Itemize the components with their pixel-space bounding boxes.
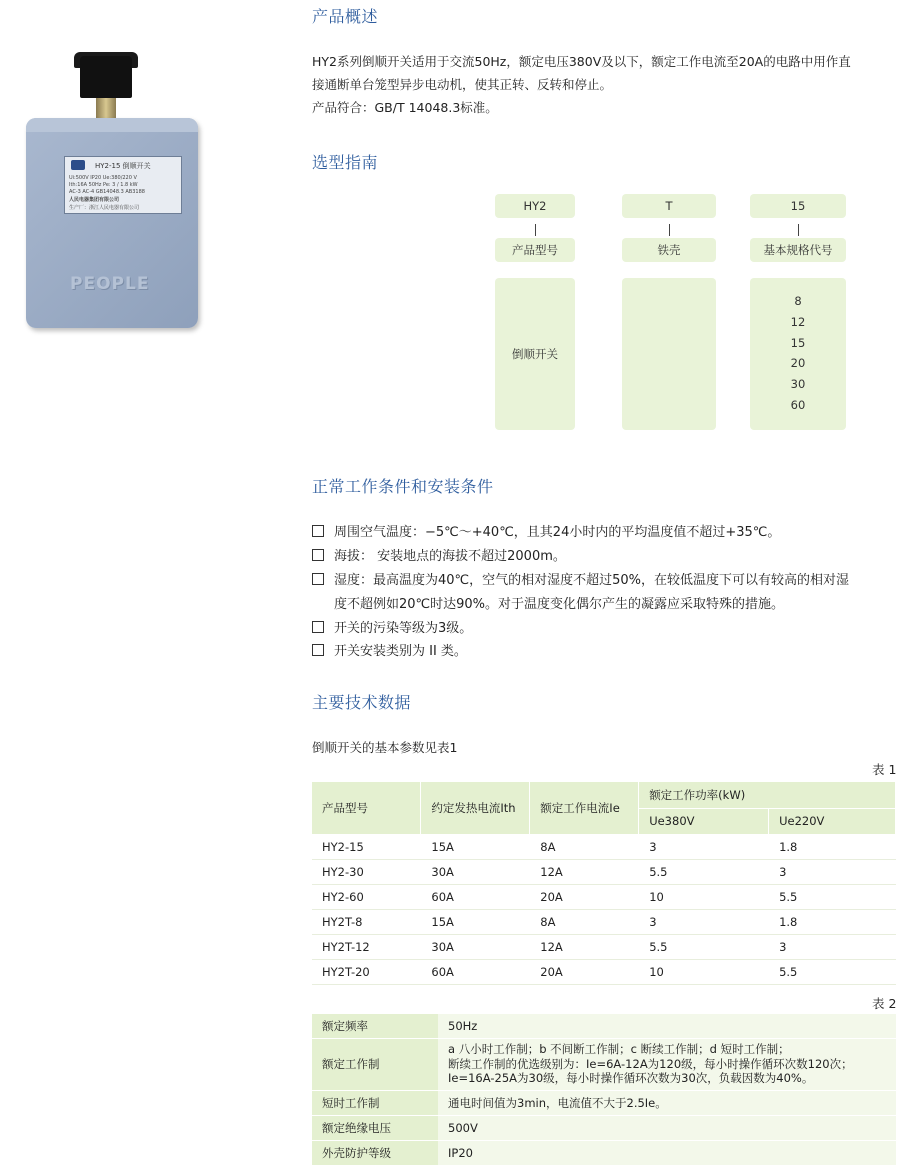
cell: 3: [639, 909, 769, 934]
cell: 3: [769, 934, 896, 959]
name-pill-shell: 铁壳: [622, 238, 716, 262]
checkbox-icon: [312, 621, 324, 633]
brand-logo-icon: [71, 160, 85, 170]
short-duty-key: 短时工作制: [312, 1090, 438, 1115]
cell: HY2-60: [312, 884, 421, 909]
cell: 12A: [530, 859, 639, 884]
condition-item: 湿度：最高温度为40℃，空气的相对湿度不超过50%，在较低温度下可以有较高的相对湿: [312, 569, 849, 588]
parameter-table-1: [312, 782, 896, 985]
switch-stem: [96, 98, 116, 120]
connector-line: [669, 224, 670, 236]
tech-intro: 倒顺开关的基本参数见表1: [312, 740, 458, 755]
cell: 5.5: [769, 959, 896, 984]
spec-code: 60: [790, 397, 806, 412]
cell: HY2-30: [312, 859, 421, 884]
cell: 12A: [530, 934, 639, 959]
table-row: [312, 884, 896, 909]
table1-caption: 表 1: [872, 762, 897, 777]
freq-value: 50Hz: [438, 1014, 896, 1038]
cell: 3: [769, 859, 896, 884]
cell: 1.8: [769, 834, 896, 859]
cell: 10: [639, 959, 769, 984]
table-row: [312, 859, 896, 884]
spec-code: 12: [790, 314, 806, 329]
nameplate-line: Ui:500V IP20 Ue:380/220 V: [69, 175, 137, 181]
th-ie: 额定工作电流Ie: [530, 782, 639, 834]
spec-code-list: [750, 291, 846, 416]
th-power: 额定工作功率(kW): [639, 782, 896, 808]
code-pill-series: HY2: [495, 194, 575, 218]
cell: HY2T-12: [312, 934, 421, 959]
selection-heading: 选型指南: [312, 153, 379, 172]
th-ith: 约定发热电流Ith: [421, 782, 530, 834]
overview-text-line1: HY2系列倒顺开关适用于交流50Hz，额定电压380V及以下，额定工作电流至20A的电路中用作直: [312, 54, 851, 69]
code-pill-shell: T: [622, 194, 716, 218]
cell: 15A: [421, 834, 530, 859]
th-ue380: Ue380V: [639, 808, 769, 834]
desc-panel-model: 倒顺开关: [495, 278, 575, 430]
cell: 5.5: [769, 884, 896, 909]
overview-standard: 产品符合：GB/T 14048.3标准。: [312, 100, 498, 115]
switch-housing: [26, 118, 198, 328]
duty-line: 断续工作制的优选级别为：Ie=6A-12A为120级，每小时操作循环次数120次；: [448, 1056, 853, 1071]
cell: 5.5: [639, 934, 769, 959]
cell: HY2T-20: [312, 959, 421, 984]
th-ue220: Ue220V: [769, 808, 896, 834]
nameplate: [64, 156, 182, 214]
table-row: [312, 909, 896, 934]
cell: 15A: [421, 909, 530, 934]
cell: 20A: [530, 959, 639, 984]
product-photo: [22, 52, 212, 332]
spec-code: 30: [790, 377, 806, 392]
table-row: [312, 934, 896, 959]
table2-caption: 表 2: [872, 996, 897, 1011]
spec-code: 20: [790, 356, 806, 371]
conditions-heading: 正常工作条件和安装条件: [312, 477, 494, 496]
cell: 60A: [421, 884, 530, 909]
insulation-key: 额定绝缘电压: [312, 1115, 438, 1140]
ip-key: 外壳防护等级: [312, 1140, 438, 1165]
condition-item: 开关安装类别为 II 类。: [312, 640, 467, 659]
nameplate-line: 人民电器集团有限公司: [69, 197, 120, 203]
checkbox-icon: [312, 549, 324, 561]
parameter-table-2: [312, 1014, 896, 1166]
duty-line: Ie=16A-25A为30级，每小时操作循环次数为30次，负载因数为40%。: [448, 1071, 814, 1086]
duty-key: 额定工作制: [312, 1038, 438, 1090]
connector-line: [798, 224, 799, 236]
nameplate-line: Ith:16A 50Hz Pe: 3 / 1.8 kW: [69, 182, 138, 188]
desc-panel-shell: [622, 278, 716, 430]
insulation-value: 500V: [438, 1115, 896, 1140]
cell: 20A: [530, 884, 639, 909]
cell: 10: [639, 884, 769, 909]
condition-item: 海拔： 安装地点的海拔不超过2000m。: [312, 545, 566, 564]
spec-code: 8: [794, 294, 802, 308]
th-model: 产品型号: [312, 782, 421, 834]
switch-knob: [80, 56, 132, 98]
cell: 1.8: [769, 909, 896, 934]
code-pill-spec: 15: [750, 194, 846, 218]
table-row: [312, 834, 896, 859]
name-pill-model: 产品型号: [495, 238, 575, 262]
cell: 8A: [530, 834, 639, 859]
cell: 8A: [530, 909, 639, 934]
condition-item: 开关的污染等级为3级。: [312, 617, 472, 636]
freq-key: 额定频率: [312, 1014, 438, 1038]
cell: 30A: [421, 859, 530, 884]
cell: 3: [639, 834, 769, 859]
cell: 5.5: [639, 859, 769, 884]
connector-line: [535, 224, 536, 236]
duty-value: [438, 1038, 896, 1090]
checkbox-icon: [312, 573, 324, 585]
name-pill-spec: 基本规格代号: [750, 238, 846, 262]
condition-item: 周围空气温度：−5℃～+40℃，且其24小时内的平均温度值不超过+35℃。: [312, 521, 780, 540]
checkbox-icon: [312, 525, 324, 537]
short-duty-value: 通电时间值为3min，电流值不大于2.5Ie。: [438, 1090, 896, 1115]
cell: 60A: [421, 959, 530, 984]
cell: HY2-15: [312, 834, 421, 859]
nameplate-title: HY2-15 倒顺开关: [95, 162, 151, 170]
cell: 30A: [421, 934, 530, 959]
brand-emboss: PEOPLE: [70, 274, 150, 294]
nameplate-line: 生产厂：浙江人民电器有限公司: [69, 205, 140, 211]
condition-item-continued: 度不超例如20℃时达90%。对于温度变化偶尔产生的凝露应采取特殊的措施。: [334, 597, 785, 612]
overview-text-line2: 接通断单台笼型异步电动机，使其正转、反转和停止。: [312, 77, 613, 92]
cell: HY2T-8: [312, 909, 421, 934]
desc-panel-spec: [750, 278, 846, 430]
overview-heading: 产品概述: [312, 7, 379, 26]
nameplate-line: AC-3 AC-4 GB14048.3 AB3188: [69, 189, 145, 195]
spec-code: 15: [790, 335, 806, 350]
tech-heading: 主要技术数据: [312, 693, 412, 712]
table-row: [312, 959, 896, 984]
checkbox-icon: [312, 644, 324, 656]
ip-value: IP20: [438, 1140, 896, 1165]
duty-line: a 八小时工作制；b 不间断工作制；c 断续工作制；d 短时工作制；: [448, 1042, 790, 1057]
